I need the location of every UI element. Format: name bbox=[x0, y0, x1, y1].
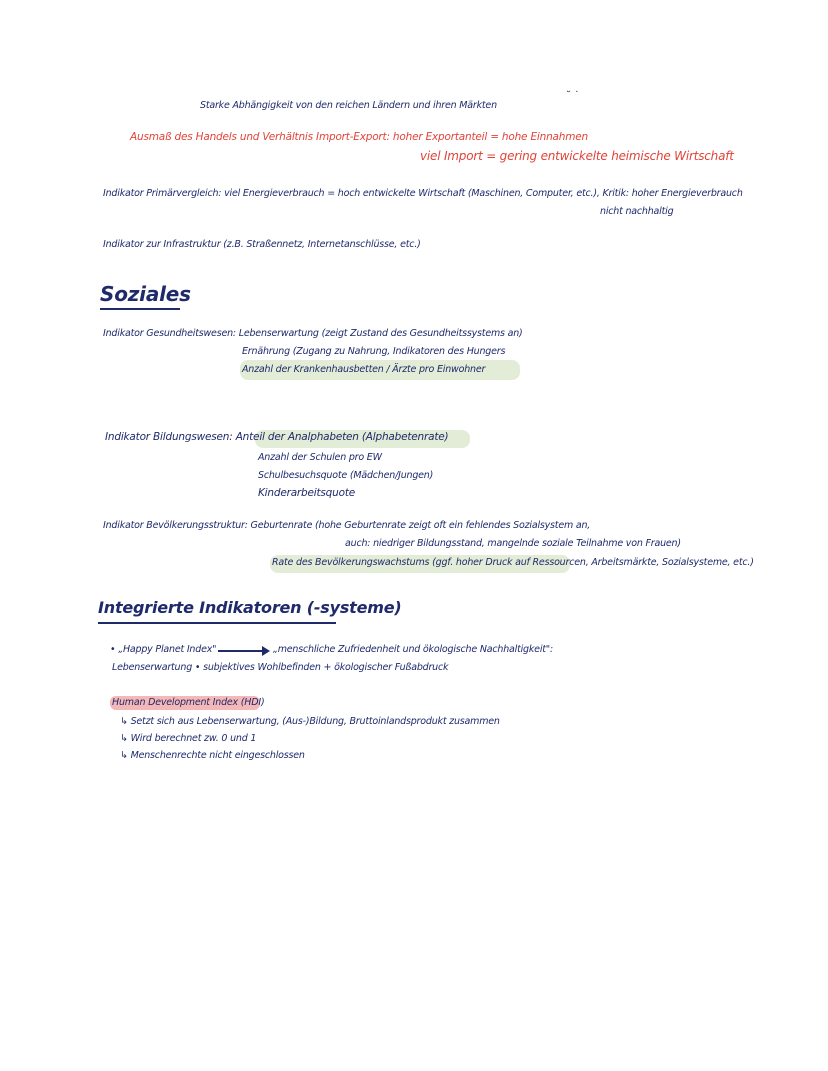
heading-soziales-underline bbox=[100, 308, 180, 310]
line-import: viel Import = gering entwickelte heimische Wirtschaft bbox=[420, 149, 734, 163]
line-gesundheitswesen: Indikator Gesundheitswesen: Lebenserwartung (zeigt Zustand des Gesundheitssystems an) bbox=[103, 328, 523, 339]
line-hdi-zusammensetzung: ↳ Setzt sich aus Lebenserwartung, (Aus-)Bildung, Bruttoinlandsprodukt zusammen bbox=[120, 716, 500, 727]
line-hpi-bestandteile: Lebenserwartung • subjektives Wohlbefinden + ökologischer Fußabdruck bbox=[112, 662, 449, 673]
line-hdi-menschenrechte: ↳ Menschenrechte nicht eingeschlossen bbox=[120, 750, 305, 761]
line-hdi-berechnung: ↳ Wird berechnet zw. 0 und 1 bbox=[120, 733, 257, 744]
line-nicht-nachhaltig: nicht nachhaltig bbox=[600, 206, 674, 217]
line-handel: Ausmaß des Handels und Verhältnis Import-Export: hoher Exportanteil = hohe Einnahmen bbox=[130, 131, 588, 143]
line-ernaehrung: Ernährung (Zugang zu Nahrung, Indikatoren des Hungers bbox=[242, 346, 506, 357]
line-zufriedenheit: „menschliche Zufriedenheit und ökologische Nachhaltigkeit": bbox=[273, 644, 553, 655]
line-krankenhausbetten: Anzahl der Krankenhausbetten / Ärzte pro Einwohner bbox=[242, 364, 486, 375]
line-schulbesuchsquote: Schulbesuchsquote (Mädchen/Jungen) bbox=[258, 470, 434, 481]
line-bevoelkerungswachstum: Rate des Bevölkerungswachstums (ggf. hoher Druck auf Ressourcen, Arbeitsmärkte, Sozialsysteme, etc.) bbox=[272, 557, 754, 568]
heading-integrierte-indikatoren: Integrierte Indikatoren (-systeme) bbox=[98, 598, 402, 617]
line-bildungsstand: auch: niedriger Bildungsstand, mangelnde soziale Teilnahme von Frauen) bbox=[345, 538, 681, 549]
line-kinderarbeitsquote: Kinderarbeitsquote bbox=[258, 487, 356, 499]
line-primaerverbrauch: Indikator Primärvergleich: viel Energieverbrauch = hoch entwickelte Wirtschaft (Maschinen, Computer, etc.), Kritik: hoher Energieverbrauch bbox=[103, 188, 743, 199]
line-abhaengigkeit: Starke Abhängigkeit von den reichen Ländern und ihren Märkten bbox=[200, 100, 497, 111]
line-hdi: Human Development Index (HDI) bbox=[112, 697, 265, 708]
heading-soziales: Soziales bbox=[100, 282, 191, 306]
line-bevoelkerungsstruktur: Indikator Bevölkerungsstruktur: Geburtenrate (hohe Geburtenrate zeigt oft ein fehlendes Sozialsystem an, bbox=[103, 520, 591, 531]
line-happy-planet-index: • „Happy Planet Index" bbox=[110, 644, 217, 655]
arrow-icon bbox=[218, 650, 268, 652]
heading-integrierte-underline bbox=[98, 622, 336, 624]
line-bildungswesen: Indikator Bildungswesen: Anteil der Analphabeten (Alphabetenrate) bbox=[105, 431, 449, 443]
top-marks: ˘ ˙ bbox=[565, 90, 579, 102]
line-schulen: Anzahl der Schulen pro EW bbox=[258, 452, 382, 463]
line-infrastruktur: Indikator zur Infrastruktur (z.B. Straßennetz, Internetanschlüsse, etc.) bbox=[103, 239, 421, 250]
